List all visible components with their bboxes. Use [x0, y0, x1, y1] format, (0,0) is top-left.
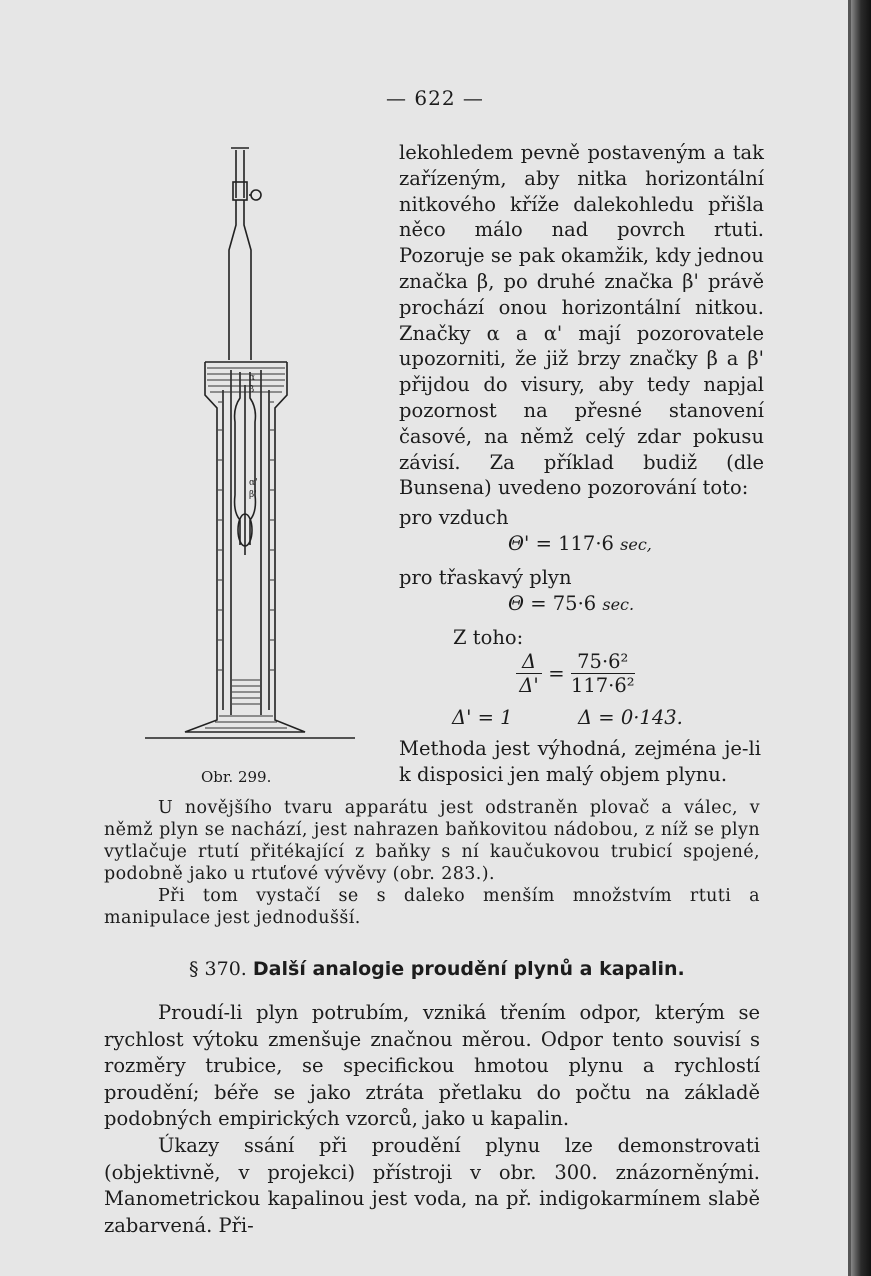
- section-title: Další analogie proudění plynů a kapalin.: [252, 958, 685, 980]
- body-paragraph-2: Úkazy ssání při proudění plynu lze demonstrovati (objektivně, v projekci) přístroji v obr. 300. znázorněnými. Manometrickou kapalinou jest voda, na př. indigokarmínem slabě zabarvená. Při-: [104, 1133, 760, 1237]
- ratio-value-numerator: 75·6²: [577, 650, 629, 673]
- page-edge-shadow: [849, 0, 871, 1276]
- result-left: Δ' = 1: [452, 706, 513, 729]
- apparatus-drawing: [145, 140, 375, 740]
- note-paragraph-2: Při tom vystačí se s daleko menším množstvím rtuti a manipulace jest jednodušší.: [104, 886, 760, 928]
- gas-equation: Θ = 75·6 sec.: [508, 592, 635, 615]
- beta-prime-label: β': [249, 490, 257, 500]
- note-paragraph-1: U novějšího tvaru apparátu jest odstraněn plovač a válec, v němž plyn se nachází, jest nahrazen baňkovitou nádobou, z níž se plyn vytlačuje rtutí přitékající z baňky s ní kaučukovou trubicí spojené, podobně jako u rtuťové vývěvy (obr. 283.).: [104, 798, 760, 884]
- column-paragraph: lekohledem pevně postaveným a tak zařízeným, aby nitka horizontální nitkového kříže dalekohledu přišla něco málo nad povrch rtuti. Pozoruje se pak okamžik, kdy jednou značka β, po druhé značka β' právě prochází onou horizontální nitkou. Značky α a α' mají pozorovatele upozorniti, že již brzy značky β a β' přijdou do visury, aby tedy napjal pozornost na přesné stanovení časové, na němž celý zdar pokusu závisí. Za příklad budiž (dle Bunsena) uvedeno pozorování toto:: [399, 141, 764, 500]
- ratio-numerator: Δ: [521, 650, 537, 673]
- ratio-value-denominator: 117·6²: [570, 674, 635, 697]
- body-text: [104, 1000, 760, 1239]
- ratio-equation: $\frac{\Delta}{\Delta'}$ = $\frac{\text{75·6²}}{\text{117·6²}}$: [516, 650, 635, 697]
- result-right: Δ = 0·143.: [578, 706, 683, 729]
- closing-paragraph: Methoda jest výhodná, zejména je-li k disposici jen malý objem plynu.: [399, 737, 761, 786]
- body-paragraph-1: Proudí-li plyn potrubím, vzniká třením odpor, kterým se rychlost výtoku zmenšuje značnou měrou. Odpor tento souvisí s rozměry trubice, se specifickou hmotou plynu a rychlostí proudění; béře se jako ztráta přetlaku do počtu na základě podobných empirických vzorců, jako u kapalin.: [104, 1001, 760, 1131]
- section-number: § 370.: [189, 958, 247, 980]
- page-number: — 622 —: [386, 86, 484, 110]
- air-label: pro vzduch: [399, 506, 509, 529]
- gas-label: pro třaskavý plyn: [399, 566, 572, 589]
- ratio-denominator: Δ': [519, 674, 539, 697]
- section-heading: [189, 958, 685, 980]
- gutter-line: [848, 0, 851, 1276]
- alpha-prime-label: α': [249, 478, 258, 488]
- air-equation: Θ' = 117·6 sec,: [508, 532, 652, 555]
- closing-text: [399, 736, 761, 788]
- note-block: [104, 797, 760, 929]
- alpha-label: α: [249, 373, 256, 383]
- hence-label: Z toho:: [453, 626, 524, 649]
- figure-caption: Obr. 299.: [201, 768, 272, 786]
- apparatus-figure: [145, 140, 375, 740]
- column-text: [399, 140, 764, 501]
- beta-label: β: [249, 385, 255, 395]
